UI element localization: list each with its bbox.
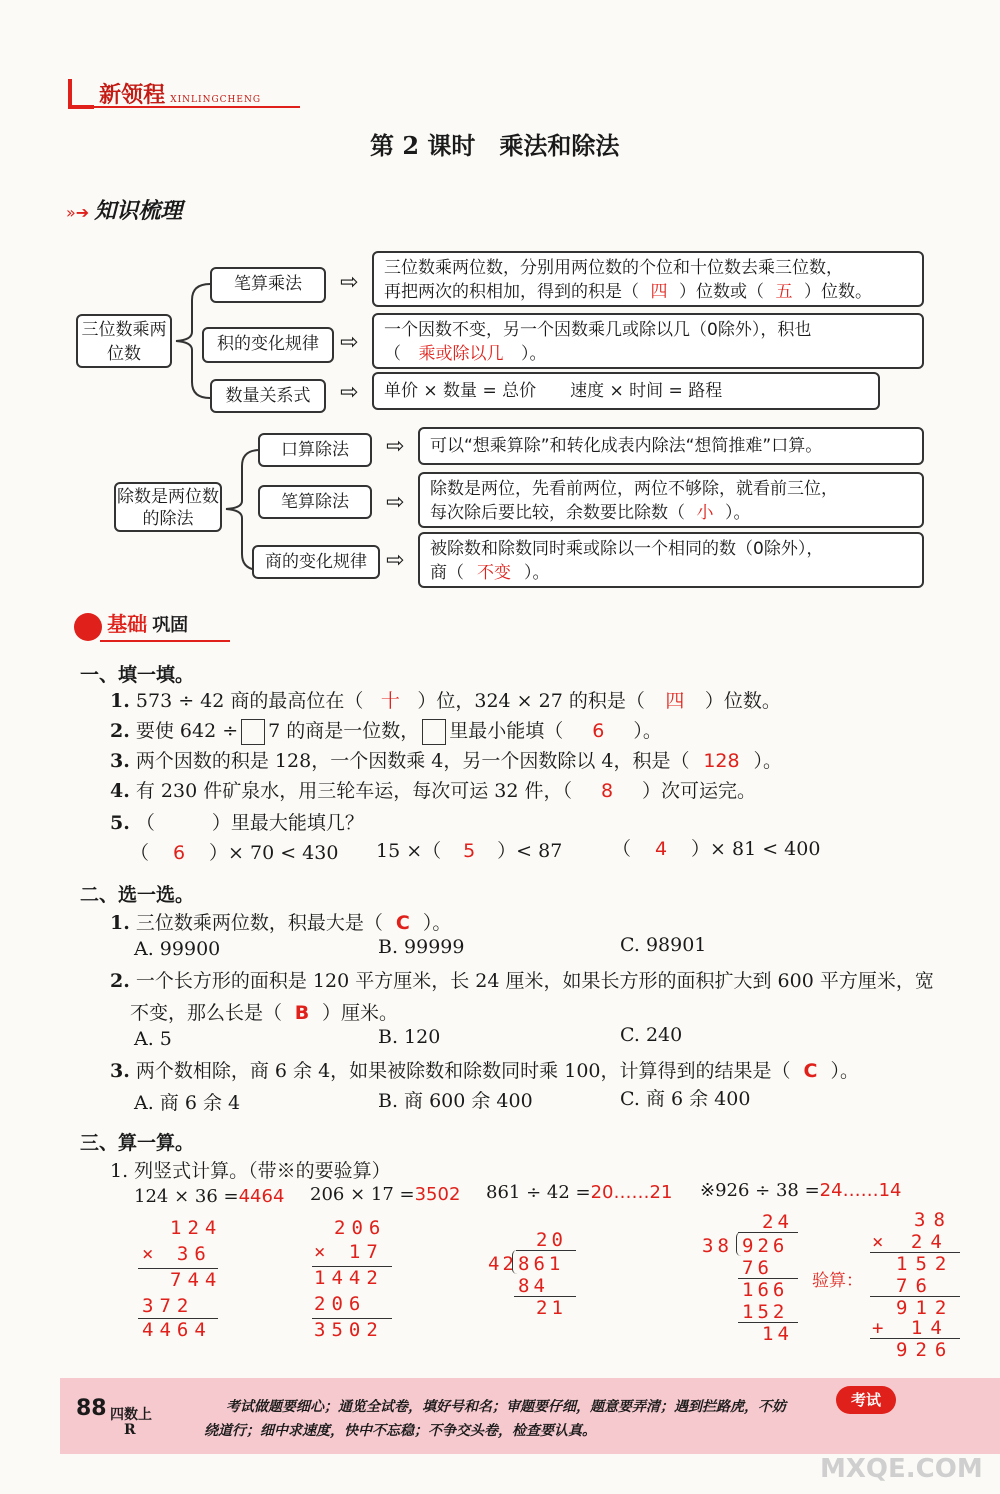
work5-line: × 24 (872, 1231, 950, 1253)
work1-line: 372 (142, 1295, 195, 1317)
work2-line: × 17 (314, 1241, 384, 1263)
t: 两个因数的积是 128，一个因数乘 4，另一个因数除以 4，积是（ (135, 750, 690, 772)
p3-problem-1 (134, 1186, 284, 1207)
label-text: 口算除法 (281, 440, 349, 460)
t: 一个长方形的面积是 120 平方厘米，长 24 厘米，如果长方形的面积扩大到 600 平方厘米，宽 (135, 970, 934, 992)
answer: 4 (654, 838, 668, 860)
answer: 20……21 (590, 1182, 673, 1203)
p2-q1-opt-b: B. 99999 (378, 936, 465, 958)
work5-line: 76 (896, 1275, 935, 1297)
work1-line: 124 (170, 1217, 223, 1239)
answer: 乘或除以几 (418, 344, 504, 364)
work2-line: 3502 (314, 1319, 384, 1341)
part1-title: 一、填一填。 (80, 664, 195, 686)
t: 不变，那么长是（ (130, 1002, 283, 1024)
exam-badge (836, 1386, 896, 1414)
work3-rem: 21 (536, 1297, 567, 1319)
answer: 24……14 (819, 1180, 902, 1201)
expr: 861 ÷ 42 = (486, 1182, 591, 1203)
answer: 8 (600, 780, 614, 802)
page-title: 第 2 课时 乘法和除法 (370, 131, 620, 160)
p3-q1-title: 1. 列竖式计算。（带※的要验算） (110, 1160, 391, 1182)
line-1: 一个因数不变，另一个因数乘几或除以几（0除外），积也 (384, 320, 812, 340)
content-written-multiplication (372, 251, 924, 307)
work1-line: 744 (170, 1269, 223, 1291)
double-arrow-icon: ⇨ (340, 270, 359, 295)
basic-heading-b: 巩固 (152, 615, 189, 636)
qnum: 1. (110, 912, 130, 934)
work1-line: 4464 (142, 1319, 212, 1341)
p1-q1 (110, 686, 781, 713)
p2-q1-opt-c: C. 98901 (620, 934, 707, 956)
line-1: 三位数乘两位数，分别用两位数的个位和十位数去乘三位数， (384, 258, 843, 278)
t: ）位数。 (804, 282, 872, 302)
p3-problem-4 (700, 1180, 901, 1201)
line-1: 除数是两位，先看前两位，两位不够除，就看前三位， (430, 479, 838, 499)
label-quantity-relation (210, 379, 326, 413)
page-number: 88 (76, 1396, 107, 1421)
qnum: 5. (110, 812, 130, 834)
t: （ ）里最大能填几？ (135, 812, 364, 834)
t: （ (612, 838, 632, 860)
t: 再把两次的积相加，得到的积是（ (384, 282, 639, 302)
division-bracket (512, 1250, 517, 1274)
content-written-division (418, 472, 924, 528)
p2-q2-opt-a: A. 5 (134, 1028, 172, 1050)
line-2 (430, 561, 912, 585)
basic-underline (100, 640, 230, 642)
work5-line: + 14 (872, 1317, 950, 1339)
work2-line: 206 (314, 1293, 367, 1315)
t: ）× 70 < 430 (209, 842, 339, 864)
p1-q5 (110, 808, 364, 835)
line-1: 被除数和除数同时乘或除以一个相同的数（0除外）， (430, 539, 824, 559)
work3-dividend: 861 (518, 1253, 565, 1275)
answer: 5 (463, 840, 476, 862)
p2-q3-opt-b: B. 商 600 余 400 (378, 1090, 533, 1112)
work4-dividend: 926 (742, 1235, 789, 1257)
work3-sub: 84 (518, 1275, 549, 1297)
rule (516, 1250, 576, 1251)
exam-badge-text: 考试 (850, 1391, 881, 1409)
brand-logo (68, 78, 261, 109)
work5-line: 912 (896, 1297, 955, 1319)
work3-quotient: 20 (536, 1229, 567, 1251)
qnum: 1. (110, 690, 130, 712)
t: 每次除后要比较，余数要比除数（ (430, 503, 685, 523)
t: （ (384, 344, 401, 364)
work2-line: 1442 (314, 1267, 384, 1289)
p1-q3 (110, 746, 782, 773)
answer: C (395, 912, 410, 934)
work4-mid: 166 (742, 1279, 789, 1301)
content-quantity-relation (372, 372, 880, 410)
brand-name: 新领程 (99, 82, 166, 108)
double-arrow-icon: ⇨ (340, 330, 359, 355)
brand-pinyin: XINLINGCHENG (170, 95, 262, 105)
double-arrow-icon: ⇨ (386, 434, 405, 459)
answer: 四 (650, 282, 668, 302)
answer: 6 (172, 842, 186, 864)
label-quotient-rule (252, 545, 380, 579)
double-arrow-icon: ⇨ (340, 380, 359, 405)
p2-q2-opt-c: C. 240 (620, 1024, 683, 1046)
content-quotient-rule (418, 532, 924, 588)
header-underline (90, 106, 300, 108)
qnum: 3. (110, 750, 130, 772)
p1-q2 (110, 716, 662, 745)
t: ）。 (521, 344, 547, 364)
division-bracket (736, 1232, 741, 1256)
label-product-rule (202, 327, 334, 363)
knowledge-heading (66, 194, 182, 225)
p1-q5-part2 (376, 836, 562, 863)
answer: 128 (703, 750, 740, 772)
work3-divisor: 42 (488, 1253, 517, 1275)
part2-title: 二、选一选。 (80, 884, 195, 906)
watermark: MXQE.COM (820, 1454, 983, 1484)
t: 15 ×（ (376, 840, 442, 862)
work5-line: 152 (896, 1253, 955, 1275)
t: 7 的商是一位数， (268, 720, 420, 742)
t: ）位数或（ (679, 282, 764, 302)
basic-heading-a: 基础 (107, 612, 148, 636)
p2-q2-line2 (130, 998, 398, 1025)
p1-q5-part3 (612, 834, 820, 861)
work4-rem: 14 (762, 1323, 793, 1345)
answer: 四 (665, 690, 685, 712)
label-written-division (258, 485, 372, 519)
work4-quotient: 24 (762, 1211, 793, 1233)
p2-q1 (110, 908, 451, 935)
t: 商（ (430, 563, 464, 583)
edition-label: R (124, 1422, 136, 1438)
t: 有 230 件矿泉水，用三轮车运，每次可运 32 件，（ (135, 780, 572, 802)
t: ）位数。 (704, 690, 781, 712)
t: ）。 (524, 563, 550, 583)
p2-q3-opt-a: A. 商 6 余 4 (134, 1092, 241, 1114)
t: ）厘米。 (322, 1002, 399, 1024)
t: 里最小能填（ (449, 720, 564, 742)
expr: 206 × 17 = (310, 1184, 415, 1205)
t: ）× 81 < 400 (691, 838, 821, 860)
content-mental-division (418, 427, 924, 465)
content-product-rule (372, 313, 924, 369)
line-1: 单价 × 数量 = 总价 速度 × 时间 = 路程 (384, 381, 723, 401)
label-text: 数量关系式 (225, 386, 311, 406)
root-box-division (114, 482, 222, 532)
footer-tip-2: 绕道行；细中求速度，快中不忘稳；不争交头卷，检查要认真。 (204, 1423, 596, 1439)
qnum: 3. (110, 1060, 130, 1082)
expr: 124 × 36 = (134, 1186, 239, 1207)
blank-square (422, 719, 446, 745)
work5-line: 926 (896, 1339, 955, 1361)
t: ）位，324 × 27 的积是（ (417, 690, 645, 712)
label-text: 商的变化规律 (265, 552, 367, 572)
t: 573 ÷ 42 商的最高位在（ (135, 690, 364, 712)
p2-q1-opt-a: A. 99900 (134, 938, 221, 960)
answer: 十 (380, 690, 400, 712)
label-written-multiplication (210, 267, 326, 303)
grade-label: 四数上 (110, 1407, 152, 1423)
part3-title: 三、算一算。 (80, 1132, 195, 1154)
basic-heading (74, 608, 188, 641)
work2-line: 206 (334, 1217, 387, 1239)
answer: 不变 (477, 563, 511, 583)
knowledge-heading-text: 知识梳理 (94, 199, 183, 224)
p1-q5-part1 (130, 838, 338, 865)
t: ）。 (753, 750, 782, 772)
t: ）。 (633, 720, 662, 742)
double-arrow-icon: ⇨ (386, 548, 405, 573)
qnum: 2. (110, 970, 130, 992)
answer: B (294, 1002, 310, 1024)
answer: 五 (775, 282, 793, 302)
t: ）次可运完。 (642, 780, 757, 802)
mascot-icon (74, 613, 102, 641)
line-1: 可以“想乘算除”和转化成表内除法“想简推难”口算。 (430, 436, 823, 456)
work4-sub2: 152 (742, 1301, 789, 1323)
root-box-multiplication (76, 314, 172, 368)
root-label: 除数是两位数的除法 (117, 487, 219, 529)
label-text: 笔算乘法 (234, 274, 302, 294)
p3-problem-3 (486, 1182, 672, 1203)
brand-mark-icon (68, 79, 94, 109)
check-label: 验算： (812, 1271, 863, 1291)
line-2 (384, 280, 912, 304)
t: ）< 87 (497, 840, 563, 862)
p3-problem-2 (310, 1184, 460, 1205)
qnum: 2. (110, 720, 130, 742)
root-label: 三位数乘两位数 (81, 320, 167, 364)
work5-line: 38 (914, 1209, 953, 1231)
line-2 (384, 342, 912, 366)
t: 两个数相除，商 6 余 4，如果被除数和除数同时乘 100，计算得到的结果是（ (135, 1060, 791, 1082)
t: 三位数乘两位数，积最大是（ (135, 912, 383, 934)
p2-q2-opt-b: B. 120 (378, 1026, 441, 1048)
label-mental-division (258, 433, 372, 467)
rule (738, 1232, 798, 1233)
label-text: 积的变化规律 (217, 334, 319, 354)
p2-q3-opt-c: C. 商 6 余 400 (620, 1088, 751, 1110)
expr: ※926 ÷ 38 = (700, 1180, 820, 1201)
arrow-icon: »➔ (66, 203, 90, 222)
t: （ (130, 842, 150, 864)
p2-q2 (110, 966, 934, 993)
answer: 4464 (238, 1186, 285, 1207)
footer-tip-1: 考试做题要细心；通览全试卷，填好号和名；审题要仔细，题意要弄清；遇到拦路虎，不妨 (226, 1399, 786, 1415)
work4-divisor: 38 (702, 1235, 733, 1257)
double-arrow-icon: ⇨ (386, 490, 405, 515)
answer: 6 (592, 720, 605, 742)
answer: 3502 (414, 1184, 461, 1205)
t: 要使 642 ÷ (135, 720, 239, 742)
t: ）。 (725, 503, 751, 523)
t: ）。 (830, 1060, 860, 1082)
blank-square (241, 719, 265, 745)
line-2 (430, 501, 912, 525)
qnum: 4. (110, 780, 130, 802)
t: ）。 (422, 912, 452, 934)
label-text: 笔算除法 (281, 492, 349, 512)
work1-line: × 36 (142, 1243, 212, 1265)
p2-q3 (110, 1056, 859, 1083)
p1-q4 (110, 776, 756, 803)
work4-sub1: 76 (742, 1257, 773, 1279)
answer: 小 (696, 503, 714, 523)
answer: C (803, 1060, 818, 1082)
